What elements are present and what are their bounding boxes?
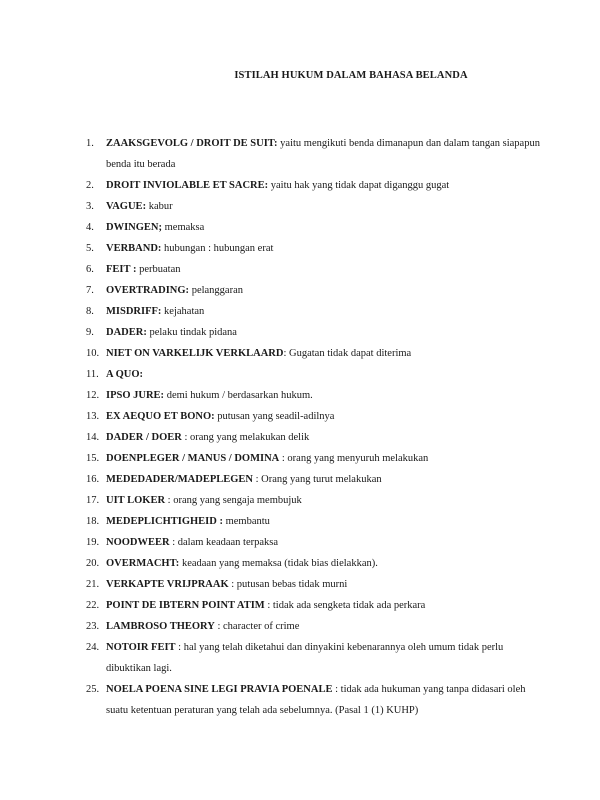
term-definition: putusan yang seadil-adilnya bbox=[214, 411, 335, 422]
term-number: 3. bbox=[86, 201, 94, 212]
term-name: UIT LOKER bbox=[106, 495, 166, 506]
term-item bbox=[86, 322, 546, 343]
term-definition: : Orang yang turut melakukan bbox=[253, 474, 382, 485]
term-item bbox=[86, 532, 546, 553]
term-definition: keadaan yang memaksa (tidak bias dielakkan). bbox=[179, 558, 378, 569]
term-number: 9. bbox=[86, 327, 94, 338]
term-name: ZAAKSGEVOLG / DROIT DE SUIT: bbox=[106, 138, 278, 149]
term-name: A QUO: bbox=[106, 369, 144, 380]
term-number: 24. bbox=[86, 642, 100, 653]
term-item bbox=[86, 406, 546, 427]
term-definition: yaitu mengikuti benda dimanapun dan dalam tangan siapapun benda itu berada bbox=[106, 138, 540, 170]
term-number: 7. bbox=[86, 285, 94, 296]
term-name: VERBAND: bbox=[106, 243, 162, 254]
term-definition: demi hukum / berdasarkan hukum. bbox=[164, 390, 313, 401]
term-item bbox=[86, 616, 546, 637]
term-number: 16. bbox=[86, 474, 100, 485]
term-definition: : hal yang telah diketahui dan dinyakini kebenarannya oleh umum tidak perlu dibuktikan lagi. bbox=[106, 642, 504, 674]
term-item bbox=[86, 175, 546, 196]
term-name: NOELA POENA SINE LEGI PRAVIA POENALE bbox=[106, 684, 333, 695]
term-number: 19. bbox=[86, 537, 100, 548]
term-item bbox=[86, 301, 546, 322]
term-item bbox=[86, 238, 546, 259]
term-definition: : orang yang sengaja membujuk bbox=[165, 495, 302, 506]
term-name: DOENPLEGER / MANUS / DOMINA bbox=[106, 453, 280, 464]
term-item bbox=[86, 364, 546, 385]
term-definition: memaksa bbox=[162, 222, 205, 233]
term-number: 15. bbox=[86, 453, 100, 464]
term-number: 8. bbox=[86, 306, 94, 317]
term-number: 25. bbox=[86, 684, 100, 695]
term-name: OVERTRADING: bbox=[106, 285, 190, 296]
term-item bbox=[86, 553, 546, 574]
term-definition: hubungan : hubungan erat bbox=[161, 243, 274, 254]
term-name: NOTOIR FEIT bbox=[106, 642, 176, 653]
term-item bbox=[86, 511, 546, 532]
term-number: 2. bbox=[86, 180, 94, 191]
term-number: 14. bbox=[86, 432, 100, 443]
term-definition: kejahatan bbox=[161, 306, 205, 317]
term-name: DWINGEN; bbox=[106, 222, 163, 233]
term-item bbox=[86, 469, 546, 490]
term-name: NOODWEER bbox=[106, 537, 170, 548]
term-number: 18. bbox=[86, 516, 100, 527]
term-definition: : tidak ada hukuman yang tanpa didasari oleh suatu ketentuan peraturan yang telah ada sebelumnya. (Pasal 1 (1) KUHP) bbox=[106, 684, 526, 716]
term-item bbox=[86, 490, 546, 511]
term-definition: : tidak ada sengketa tidak ada perkara bbox=[264, 600, 426, 611]
term-definition: perbuatan bbox=[136, 264, 181, 275]
term-list bbox=[86, 133, 546, 721]
term-number: 10. bbox=[86, 348, 100, 359]
term-name: DROIT INVIOLABLE ET SACRE: bbox=[106, 180, 269, 191]
term-name: POINT DE IBTERN POINT ATIM bbox=[106, 600, 265, 611]
term-name: MISDRIFF: bbox=[106, 306, 162, 317]
term-name: MEDEDADER/MADEPLEGEN bbox=[106, 474, 254, 485]
term-definition: : dalam keadaan terpaksa bbox=[169, 537, 279, 548]
term-name: DADER: bbox=[106, 327, 147, 338]
term-name: LAMBROSO THEORY bbox=[106, 621, 215, 632]
term-definition: kabur bbox=[146, 201, 173, 212]
term-definition: : orang yang menyuruh melakukan bbox=[279, 453, 429, 464]
term-number: 17. bbox=[86, 495, 100, 506]
term-number: 12. bbox=[86, 390, 100, 401]
term-name: FEIT : bbox=[106, 264, 137, 275]
term-item bbox=[86, 427, 546, 448]
term-number: 5. bbox=[86, 243, 94, 254]
term-number: 13. bbox=[86, 411, 100, 422]
term-name: VERKAPTE VRIJPRAAK bbox=[106, 579, 229, 590]
term-number: 1. bbox=[86, 138, 94, 149]
term-number: 20. bbox=[86, 558, 100, 569]
term-definition: : putusan bebas tidak murni bbox=[228, 579, 348, 590]
term-number: 6. bbox=[86, 264, 94, 275]
term-item bbox=[86, 448, 546, 469]
term-definition: : orang yang melakukan delik bbox=[181, 432, 310, 443]
document-title: ISTILAH HUKUM DALAM BAHASA BELANDA bbox=[234, 70, 468, 81]
term-item bbox=[86, 133, 546, 175]
term-number: 11. bbox=[86, 369, 99, 380]
term-number: 23. bbox=[86, 621, 100, 632]
term-item bbox=[86, 343, 546, 364]
term-item bbox=[86, 280, 546, 301]
term-definition: : character of crime bbox=[214, 621, 300, 632]
term-number: 4. bbox=[86, 222, 94, 233]
term-name: OVERMACHT: bbox=[106, 558, 180, 569]
term-definition: yaitu hak yang tidak dapat diganggu gugat bbox=[268, 180, 450, 191]
term-item bbox=[86, 679, 546, 721]
term-name: EX AEQUO ET BONO: bbox=[106, 411, 215, 422]
term-number: 22. bbox=[86, 600, 100, 611]
term-definition: membantu bbox=[222, 516, 270, 527]
term-name: IPSO JURE: bbox=[106, 390, 165, 401]
term-item bbox=[86, 595, 546, 616]
term-definition: pelanggaran bbox=[189, 285, 243, 296]
term-name: MEDEPLICHTIGHEID : bbox=[106, 516, 223, 527]
term-item bbox=[86, 385, 546, 406]
term-name: DADER / DOER bbox=[106, 432, 182, 443]
term-item bbox=[86, 196, 546, 217]
term-name: VAGUE: bbox=[106, 201, 147, 212]
term-number: 21. bbox=[86, 579, 100, 590]
term-definition: : Gugatan tidak dapat diterima bbox=[283, 348, 412, 359]
term-definition: pelaku tindak pidana bbox=[146, 327, 237, 338]
term-item bbox=[86, 637, 546, 679]
term-item bbox=[86, 217, 546, 238]
term-item bbox=[86, 259, 546, 280]
term-item bbox=[86, 574, 546, 595]
term-name: NIET ON VARKELIJK VERKLAARD bbox=[106, 348, 284, 359]
